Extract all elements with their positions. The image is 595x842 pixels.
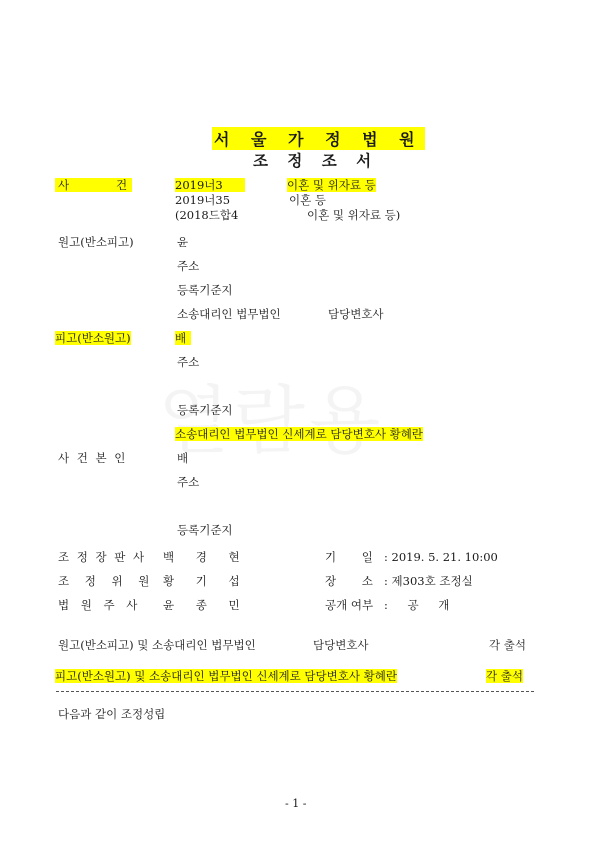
official-role-1: 조 정 장 판 사 xyxy=(58,550,145,564)
attendance-status-1: 각 출석 xyxy=(489,638,526,652)
official-name-2: 황 기 섭 xyxy=(163,574,240,588)
plaintiff-registry-label: 등록기준지 xyxy=(177,283,233,297)
principal-address-label: 주소 xyxy=(177,475,200,489)
case-number-3: (2018드합4 xyxy=(175,208,239,222)
defendant-address-label: 주소 xyxy=(177,355,200,369)
attendance-status-2: 각 출석 xyxy=(486,669,523,683)
court-title: 서 울 가 정 법 원 xyxy=(212,127,425,150)
public-status-value: : 공 개 xyxy=(384,598,450,612)
defendant-counsel: 소송대리인 법무법인 신세계로 담당변호사 황혜란 xyxy=(175,427,423,441)
principal-label: 사 건 본 인 xyxy=(58,451,128,465)
page-number: - 1 - xyxy=(285,797,307,810)
conclusion-text: 다음과 같이 조정성립 xyxy=(58,707,166,721)
case-name-1: 이혼 및 위자료 등 xyxy=(287,178,376,192)
public-status-key: 공개 여부 xyxy=(325,598,374,612)
official-role-2: 조 정 위 원 xyxy=(58,574,150,588)
case-name-3: 이혼 및 위자료 등) xyxy=(307,208,401,222)
case-name-2: 이혼 등 xyxy=(289,193,326,207)
case-number-1: 2019너3 xyxy=(175,178,245,192)
case-number-2: 2019너35 xyxy=(175,193,231,207)
plaintiff-attorney-label: 담당변호사 xyxy=(328,307,384,321)
plaintiff-name: 윤 xyxy=(177,235,189,249)
session-place-value: : 제303호 조정실 xyxy=(384,574,473,588)
case-label-highlight xyxy=(55,178,132,192)
section-divider xyxy=(56,691,534,692)
document-title: 조 정 조 서 xyxy=(253,151,379,170)
official-name-3: 윤 종 민 xyxy=(163,598,240,612)
official-name-1: 백 경 현 xyxy=(163,550,240,564)
official-role-3: 법 원 주 사 xyxy=(58,598,138,612)
session-date-key: 기 일 xyxy=(325,550,373,564)
session-date-value: : 2019. 5. 21. 10:00 xyxy=(384,550,498,564)
session-place-key: 장 소 xyxy=(325,574,373,588)
attendance-party-1: 원고(반소피고) 및 소송대리인 법무법인 xyxy=(58,638,256,652)
case-label-part-2: 건 xyxy=(116,178,128,192)
defendant-name: 배 xyxy=(175,331,191,345)
plaintiff-address-label: 주소 xyxy=(177,259,200,273)
principal-name: 배 xyxy=(177,451,189,465)
plaintiff-label: 원고(반소피고) xyxy=(58,235,134,249)
plaintiff-counsel: 소송대리인 법무법인 xyxy=(177,307,281,321)
principal-registry-label: 등록기준지 xyxy=(177,523,233,537)
attendance-attorney-1: 담당변호사 xyxy=(313,638,369,652)
defendant-registry-label: 등록기준지 xyxy=(177,403,233,417)
defendant-label: 피고(반소원고) xyxy=(55,331,131,345)
attendance-party-2: 피고(반소원고) 및 소송대리인 법무법인 신세계로 담당변호사 황혜란 xyxy=(55,669,397,683)
case-label-part-1: 사 xyxy=(58,178,70,192)
